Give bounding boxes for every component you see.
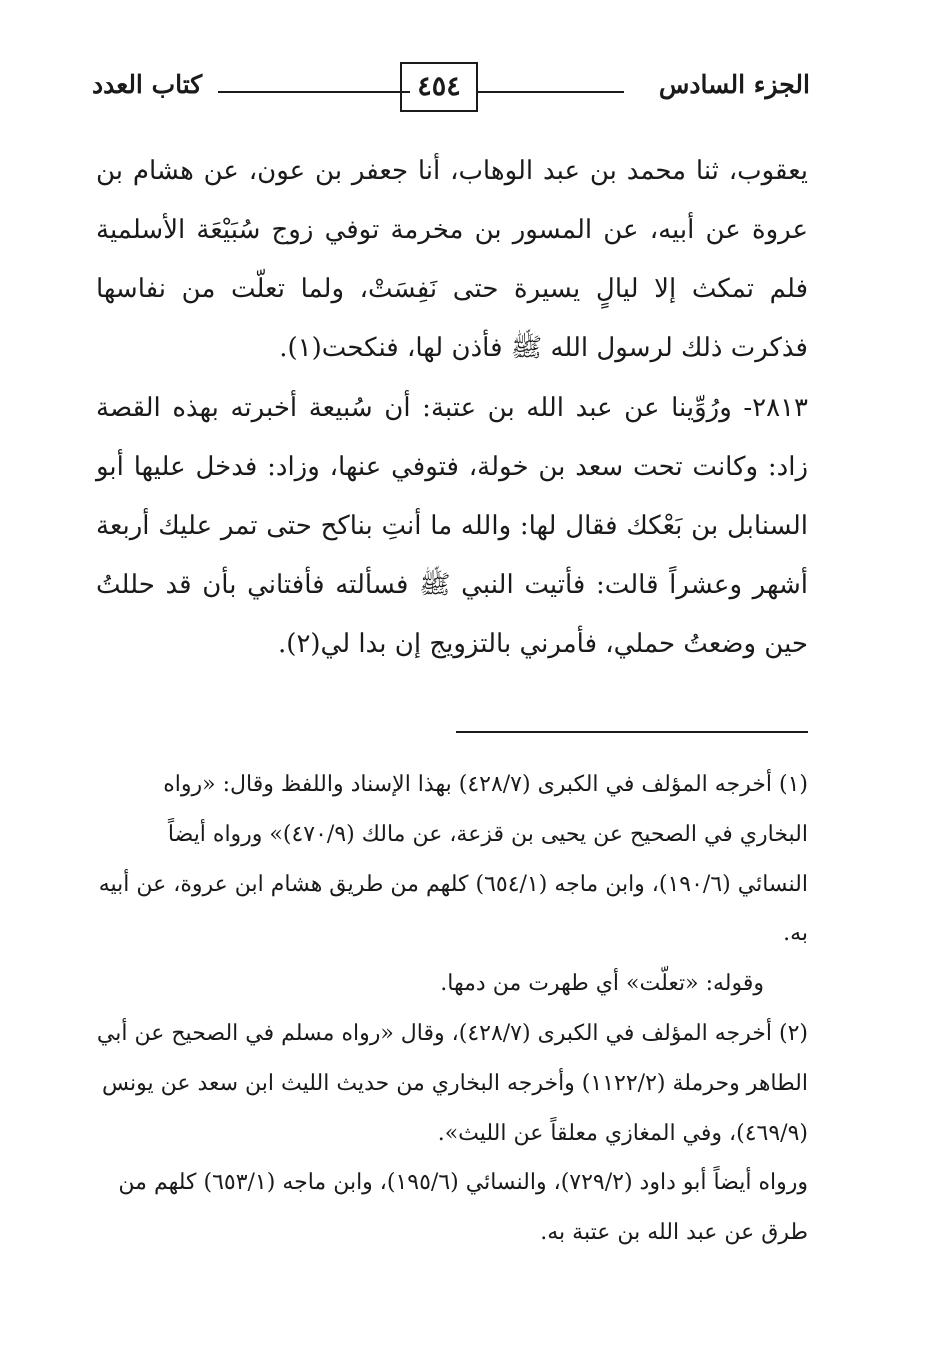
page-number-box: ٤٥٤ <box>400 62 478 112</box>
paragraph-1: يعقوب، ثنا محمد بن عبد الوهاب، أنا جعفر بن عون، عن هشام بن عروة عن أبيه، عن المسور بن مخرمة توفي زوج سُبَيْعَة الأسلمية فلم تمكث إلا ليالٍ يسيرة حتى نَفِسَتْ، ولما تعلّت من نفاسها فذكرت ذلك لرسول الله ﷺ فأذن لها، فنكحت(١). <box>96 156 808 363</box>
footnotes <box>96 760 808 1258</box>
footnote-1-note: وقوله: «تعلّت» أي طهرت من دمها. <box>440 971 764 997</box>
footnote-2-note: ورواه أيضاً أبو داود (٧٢٩/٢)، والنسائي (١٩٥/٦)، وابن ماجه (٦٥٣/١) كلهم من طرق عن عبد الله بن عتبة به. <box>118 1170 808 1246</box>
header-rule-right <box>478 91 624 93</box>
book-title: كتاب العدد <box>92 70 203 99</box>
footnote-2: (٢) أخرجه المؤلف في الكبرى (٤٢٨/٧)، وقال «رواه مسلم في الصحيح عن أبي الطاهر وحرملة (١١٢٢/٢) وأخرجه البخاري من حديث الليث ابن سعد عن يونس (٤٦٩/٩)، وفي المغازي معلقاً عن الليث». <box>96 1020 808 1146</box>
paragraph-2813: ٢٨١٣- ورُوِّينا عن عبد الله بن عتبة: أن سُبيعة أخبرته بهذه القصة زاد: وكانت تحت سعد بن خولة، فتوفي عنها، وزاد: فدخل عليها أبو السنابل بن بَعْكك فقال لها: والله ما أنتِ بناكح حتى تمر عليك أربعة أشهر وعشراً قالت: فأتيت النبي ﷺ فسألته فأفتاني بأن قد حللتُ حين وضعتُ حملي، فأمرني بالتزويج إن بدا لي(٢). <box>96 393 808 659</box>
footnote-1: (١) أخرجه المؤلف في الكبرى (٤٢٨/٧) بهذا الإسناد واللفظ وقال: «رواه البخاري في الصحيح عن يحيى بن قزعة، عن مالك (٤٧٠/٩)» ورواه أيضاً النسائي (١٩٠/٦)، وابن ماجه (٦٥٤/١) كلهم من طريق هشام ابن عروة، عن أبيه به. <box>98 772 808 947</box>
footnote-separator <box>456 731 808 733</box>
running-header <box>92 62 810 128</box>
volume-title: الجزء السادس <box>658 70 810 99</box>
header-rule-left <box>218 91 410 93</box>
main-text <box>96 142 808 674</box>
